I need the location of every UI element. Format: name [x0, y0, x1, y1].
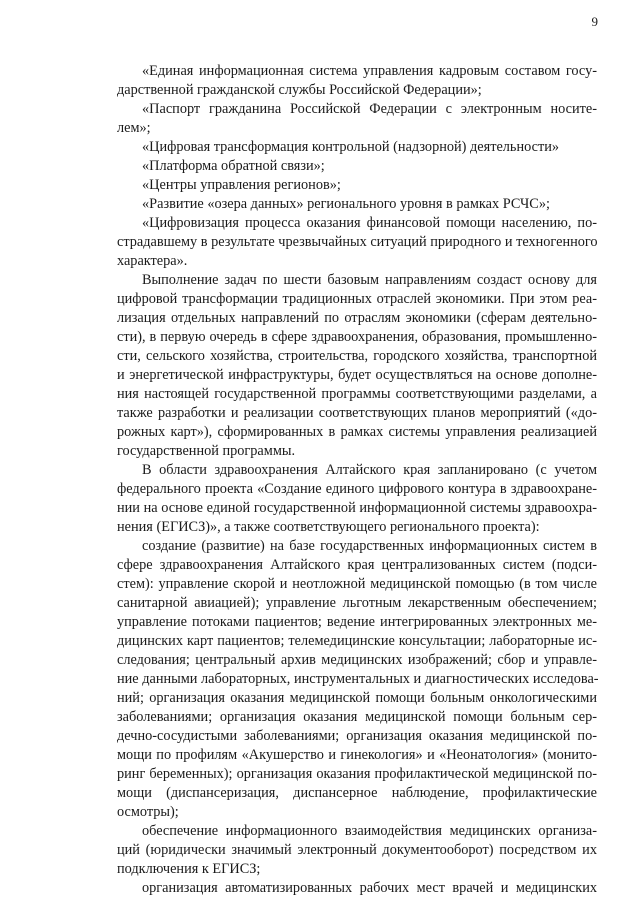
text-line: следования; центральный архив медицинских изображений; сбор и управле- — [117, 652, 597, 668]
text-line: «Развитие «озера данных» регионального уровня в рамках РСЧС»; — [142, 196, 550, 212]
text-line: цифровой трансформации традиционных отраслей экономики. При этом реа- — [117, 291, 597, 307]
text-line: «Цифровизация процесса оказания финансовой помощи населению, по- — [142, 215, 597, 231]
text-line: В области здравоохранения Алтайского края запланировано (с учетом — [142, 462, 597, 478]
text-line: мощи (диспансеризация, диспансерное наблюдение, профилактические — [117, 785, 597, 801]
text-line: лем»; — [117, 120, 151, 136]
text-line: характера». — [117, 253, 188, 269]
text-line: «Цифровая трансформация контрольной (надзорной) деятельности» — [142, 139, 559, 155]
text-line: рожных карт»), сформированных в рамках системы управления реализацией — [117, 424, 597, 440]
text-line: государственной программы. — [117, 443, 296, 459]
text-line: «Центры управления регионов»; — [142, 177, 341, 193]
text-line: также разработки и реализации соответствующих планов мероприятий («до- — [117, 405, 597, 421]
page-number: 9 — [591, 14, 598, 29]
text-line: заболеваниями; организация оказания медицинской помощи больным сер- — [117, 709, 597, 725]
text-line: мощи по профилям «Акушерство и гинекология» и «Неонатология» (монито- — [117, 747, 597, 763]
text-line: сфере здравоохранения Алтайского края централизованных систем (подси- — [117, 557, 597, 573]
text-line: «Единая информационная система управления кадровым составом госу- — [142, 63, 597, 79]
text-line: дечно-сосудистыми заболеваниями; организация оказания медицинской по- — [117, 728, 597, 744]
text-line: стем): управление скорой и неотложной медицинской помощью (в том числе — [117, 576, 597, 592]
text-line: подключения к ЕГИСЗ; — [117, 861, 261, 877]
text-line: ринг беременных); организация оказания профилактической медицинской по- — [117, 766, 597, 782]
text-line: ние данными лабораторных, инструментальных и диагностических исследова- — [117, 671, 599, 687]
text-line: Выполнение задач по шести базовым направлениям создаст основу для — [142, 272, 597, 288]
text-line: осмотры); — [117, 804, 179, 820]
text-line: лизация отдельных направлений по отраслям экономики (сферам деятельно- — [117, 310, 597, 326]
text-line: «Паспорт гражданина Российской Федерации с электронным носите- — [142, 101, 597, 117]
text-line: ний; организация оказания медицинской помощи больным онкологическими — [117, 690, 597, 706]
text-line: дицинских карт пациентов; телемедицинские консультации; лабораторные ис- — [117, 633, 597, 649]
text-line: и энергетической инфраструктуры, будет осуществляться на основе дополне- — [117, 367, 597, 383]
text-line: ций (юридически значимый электронный документооборот) посредством их — [117, 842, 597, 858]
text-line: ния настоящей государственной программы соответствующими разделами, а — [117, 386, 597, 402]
text-line: санитарной авиацией); управление льготным лекарственным обеспечением; — [117, 595, 597, 611]
text-line: дарственной гражданской службы Российской Федерации»; — [117, 82, 482, 98]
text-line: обеспечение информационного взаимодействия медицинских организа- — [142, 823, 597, 839]
text-line: нения (ЕГИСЗ)», а также соответствующего регионального проекта): — [117, 519, 540, 535]
text-line: управление потоками пациентов; ведение интегрированных электронных ме- — [117, 614, 597, 630]
text-line: сти, сельского хозяйства, строительства, городского хозяйства, транспортной — [117, 348, 597, 364]
text-line: организация автоматизированных рабочих мест врачей и медицинских — [142, 880, 597, 896]
text-line: страдавшему в результате чрезвычайных ситуаций природного и техногенного — [117, 234, 598, 250]
text-line: сти), в первую очередь в сфере здравоохранения, образования, промышленно- — [117, 329, 597, 345]
text-line: нии на основе единой государственной информационной системы здравоохра- — [117, 500, 597, 516]
text-line: создание (развитие) на базе государственных информационных систем в — [142, 538, 597, 554]
text-line: «Платформа обратной связи»; — [142, 158, 325, 174]
text-line: федерального проекта «Создание единого цифрового контура в здравоохране- — [117, 481, 597, 497]
